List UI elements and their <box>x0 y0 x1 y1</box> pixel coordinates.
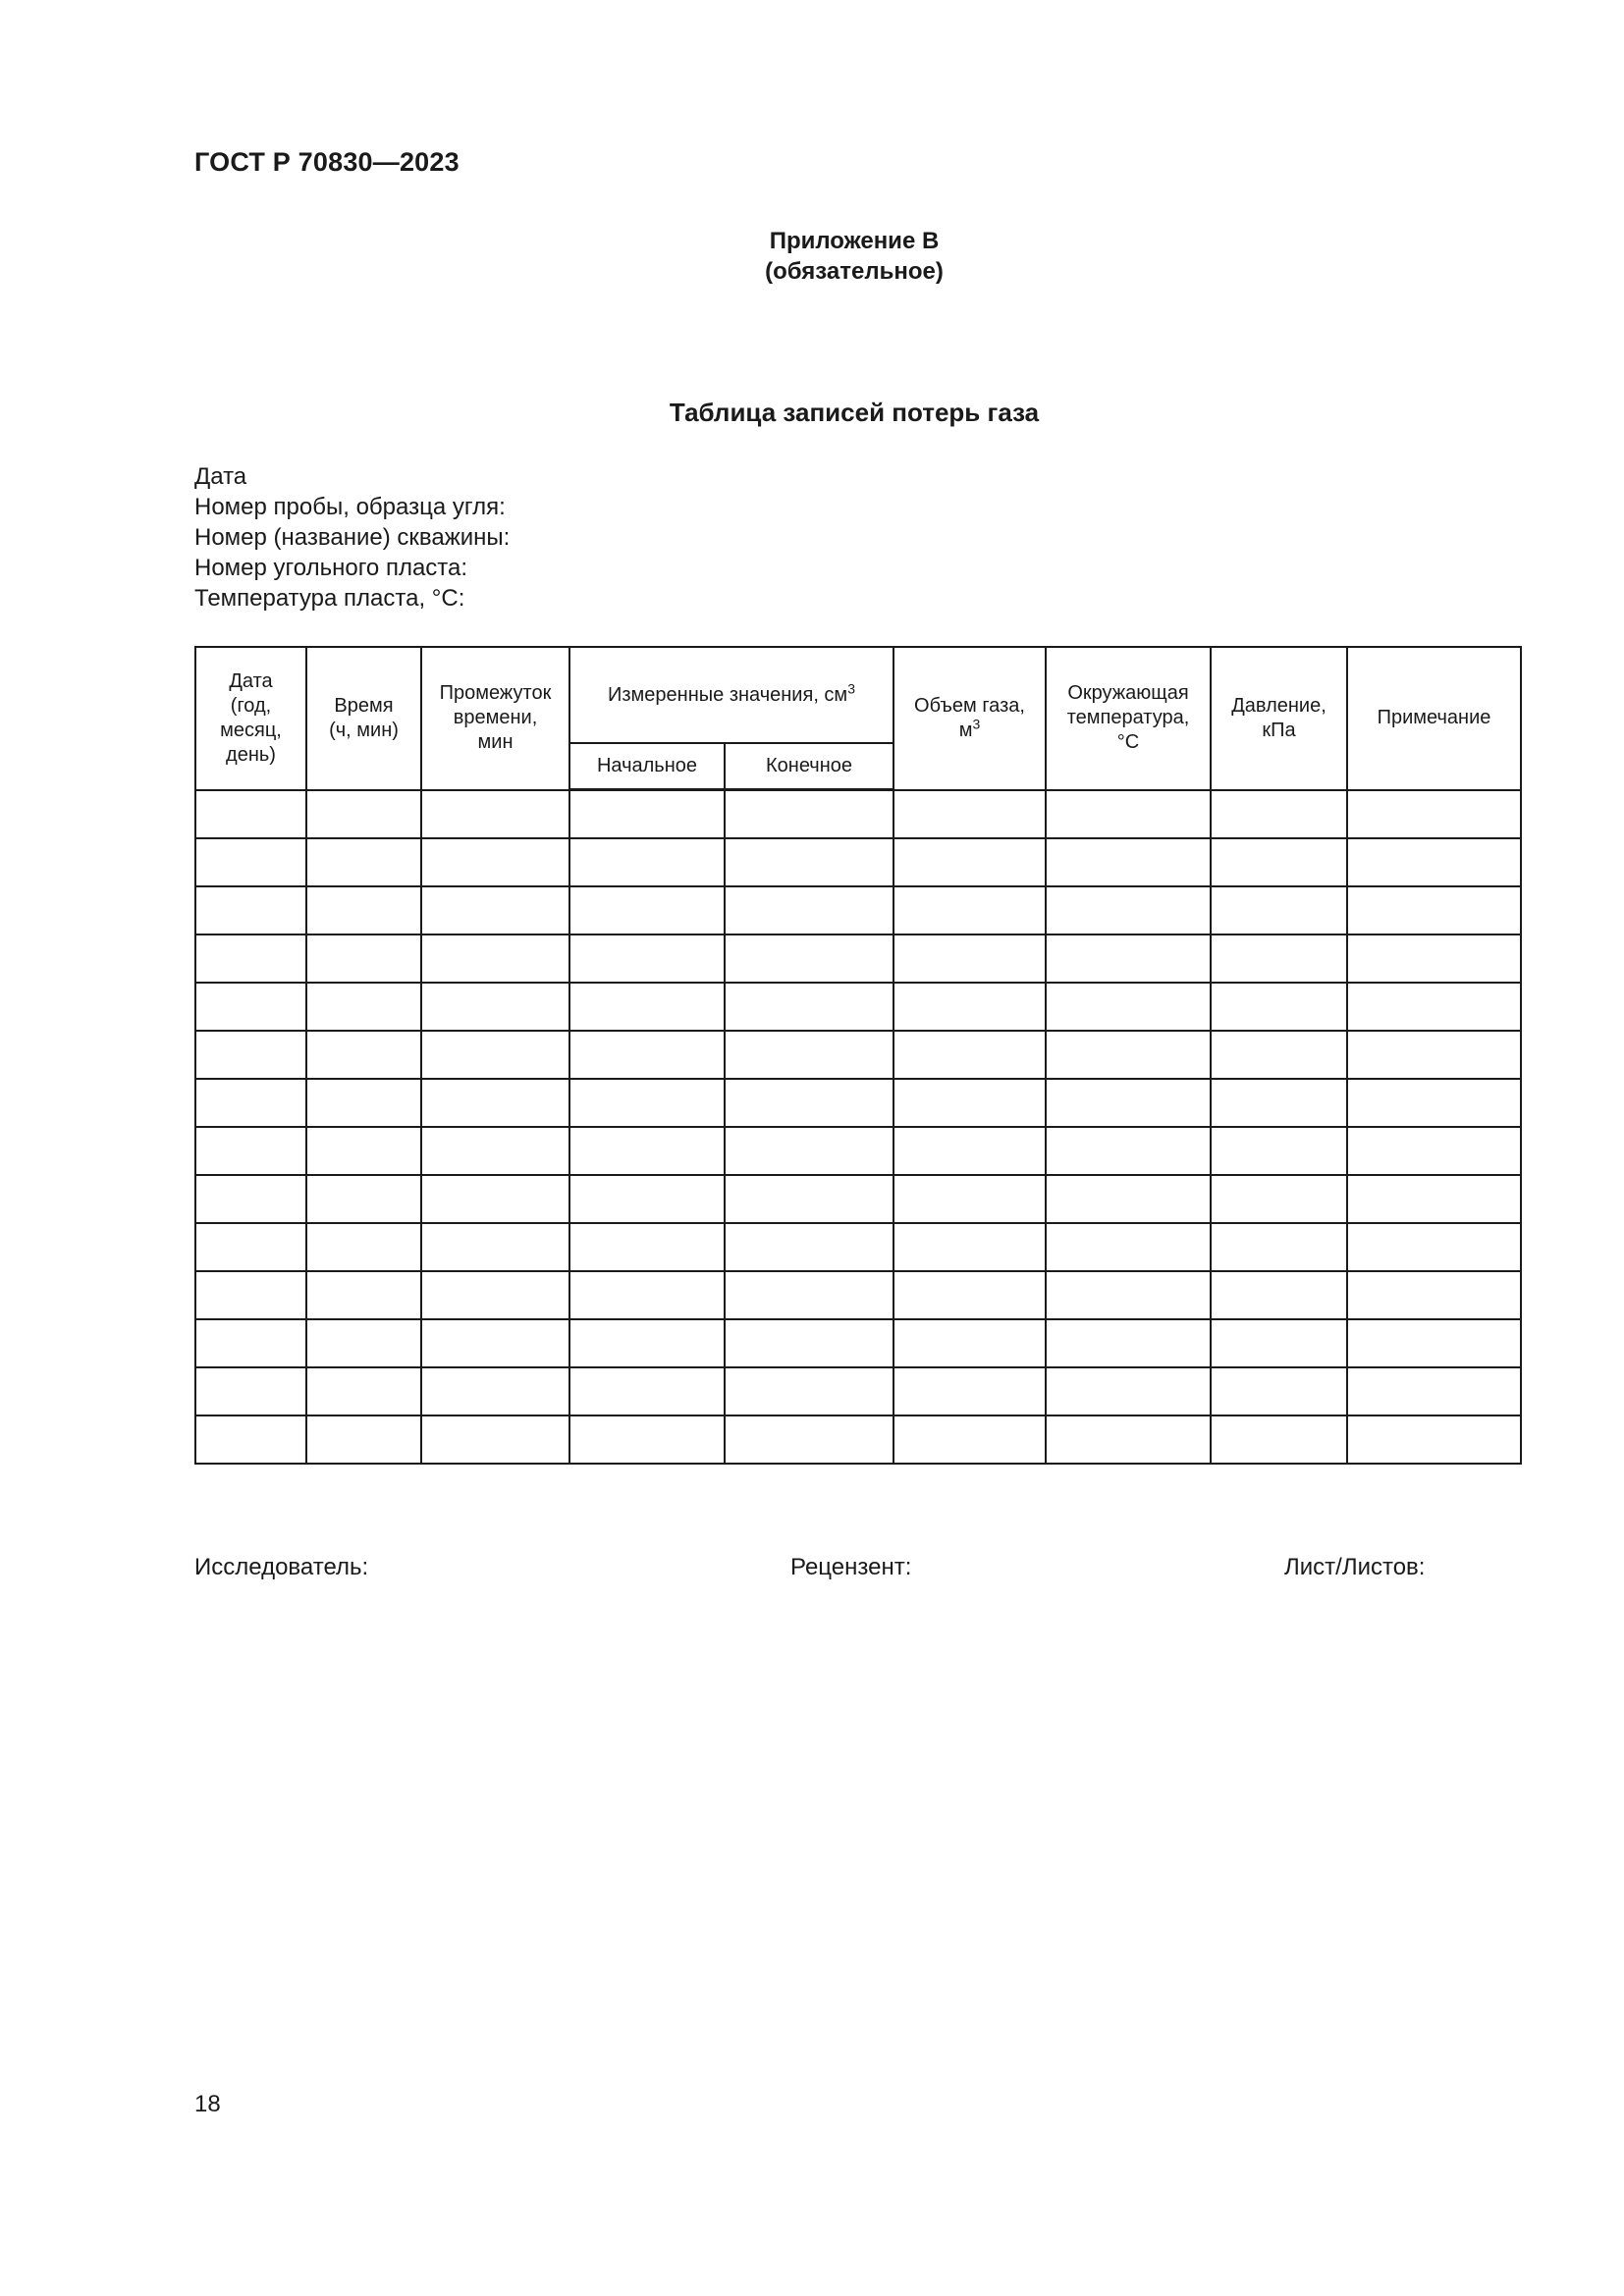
table-cell <box>421 1319 569 1367</box>
table-cell <box>1211 838 1347 886</box>
table-row <box>195 1031 1521 1079</box>
table-row <box>195 1175 1521 1223</box>
table-cell <box>893 1367 1046 1415</box>
table-cell <box>421 1271 569 1319</box>
table-cell <box>421 1223 569 1271</box>
table-title: Таблица записей потерь газа <box>669 398 1040 427</box>
table-cell <box>421 838 569 886</box>
col-header-measured: Измеренные значения, $см^3$ <box>569 647 893 743</box>
table-cell <box>893 790 1046 839</box>
table-cell <box>306 1271 421 1319</box>
table-cell <box>725 1031 893 1079</box>
sheets-label: Лист/Листов: <box>1284 1554 1426 1580</box>
table-cell <box>1211 1415 1347 1464</box>
table-cell <box>893 838 1046 886</box>
table-cell <box>725 1367 893 1415</box>
table-cell <box>421 1367 569 1415</box>
table-cell <box>1211 1319 1347 1367</box>
table-cell <box>569 1415 725 1464</box>
table-cell <box>421 1127 569 1175</box>
table-cell <box>1046 1367 1211 1415</box>
field-well-name: Номер (название) скважины: <box>194 524 511 551</box>
table-cell <box>195 1367 306 1415</box>
table-row <box>195 1319 1521 1367</box>
table-cell <box>1211 1367 1347 1415</box>
table-cell <box>421 1079 569 1127</box>
table-cell <box>421 1175 569 1223</box>
table-cell <box>893 1031 1046 1079</box>
table-cell <box>1347 1031 1521 1079</box>
table-row <box>195 1079 1521 1127</box>
table-cell <box>195 1079 306 1127</box>
table-cell <box>569 983 725 1031</box>
table-row <box>195 934 1521 983</box>
col-header-time: Время (ч, мин) <box>306 647 421 790</box>
table-cell <box>725 790 893 839</box>
table-cell <box>1046 934 1211 983</box>
researcher-label: Исследователь: <box>194 1554 369 1580</box>
table-cell <box>1347 1415 1521 1464</box>
table-cell <box>421 1415 569 1464</box>
table-cell <box>725 1079 893 1127</box>
table-cell <box>725 1319 893 1367</box>
table-cell <box>893 1079 1046 1127</box>
field-seam-temperature: Температура пласта, °С: <box>194 585 465 612</box>
table-row <box>195 886 1521 934</box>
table-cell <box>725 1175 893 1223</box>
table-cell <box>1347 1223 1521 1271</box>
table-cell <box>1211 1271 1347 1319</box>
table-cell <box>195 1319 306 1367</box>
table-cell <box>1046 1415 1211 1464</box>
table-row <box>195 1367 1521 1415</box>
table-row <box>195 1415 1521 1464</box>
table-row <box>195 1271 1521 1319</box>
table-cell <box>1046 983 1211 1031</box>
table-cell <box>195 1127 306 1175</box>
table-cell <box>306 983 421 1031</box>
table-cell <box>306 1223 421 1271</box>
table-cell <box>725 1415 893 1464</box>
table-cell <box>725 1127 893 1175</box>
col-header-ambient-temp: Окружающая температура, °С <box>1046 647 1211 790</box>
table-cell <box>569 838 725 886</box>
table-cell <box>725 838 893 886</box>
table-cell <box>306 1079 421 1127</box>
table-row <box>195 983 1521 1031</box>
table-cell <box>306 838 421 886</box>
table-cell <box>421 1031 569 1079</box>
page-number: 18 <box>194 2091 221 2117</box>
table-cell <box>1211 983 1347 1031</box>
table-cell <box>725 1223 893 1271</box>
table-cell <box>725 886 893 934</box>
table-cell <box>569 1223 725 1271</box>
table-cell <box>1046 838 1211 886</box>
col-header-initial: Начальное <box>569 743 725 790</box>
table-cell <box>306 886 421 934</box>
table-cell <box>195 790 306 839</box>
table-cell <box>569 1175 725 1223</box>
table-cell <box>1046 1079 1211 1127</box>
table-cell <box>1347 1271 1521 1319</box>
appendix-status: (обязательное) <box>765 258 944 285</box>
table-cell <box>1046 1319 1211 1367</box>
table-cell <box>195 886 306 934</box>
table-cell <box>1347 1175 1521 1223</box>
standard-code: ГОСТ Р 70830—2023 <box>194 147 460 177</box>
table-cell <box>1046 1271 1211 1319</box>
col-header-date: Дата (год, месяц, день) <box>195 647 306 790</box>
col-header-gas-volume: Объем газа, $м^3$ <box>893 647 1046 790</box>
table-cell <box>421 886 569 934</box>
table-cell <box>569 1271 725 1319</box>
table-cell <box>569 1367 725 1415</box>
table-cell <box>195 838 306 886</box>
table-cell <box>1211 1223 1347 1271</box>
table-cell <box>569 1319 725 1367</box>
table-row <box>195 838 1521 886</box>
table-cell <box>195 1031 306 1079</box>
table-cell <box>306 1367 421 1415</box>
table-cell <box>306 1031 421 1079</box>
table-row <box>195 790 1521 839</box>
table-cell <box>1046 1127 1211 1175</box>
table-cell <box>1211 886 1347 934</box>
table-cell <box>306 790 421 839</box>
table-cell <box>893 1415 1046 1464</box>
table-cell <box>195 934 306 983</box>
table-cell <box>893 1223 1046 1271</box>
field-date: Дата <box>194 463 247 490</box>
col-header-final: Конечное <box>725 743 893 790</box>
table-cell <box>569 790 725 839</box>
table-cell <box>569 886 725 934</box>
table-cell <box>893 1175 1046 1223</box>
appendix-title: Приложение В <box>769 228 940 254</box>
table-cell <box>195 1271 306 1319</box>
table-cell <box>1347 934 1521 983</box>
reviewer-label: Рецензент: <box>790 1554 912 1580</box>
table-cell <box>421 790 569 839</box>
col-header-interval: Промежуток времени, мин <box>421 647 569 790</box>
table-cell <box>421 983 569 1031</box>
table-cell <box>1347 838 1521 886</box>
table-cell <box>421 934 569 983</box>
table-cell <box>1347 983 1521 1031</box>
table-cell <box>195 1175 306 1223</box>
table-cell <box>1211 1031 1347 1079</box>
table-cell <box>1347 1367 1521 1415</box>
appendix-heading <box>0 226 1624 287</box>
table-cell <box>306 1415 421 1464</box>
table-cell <box>893 886 1046 934</box>
table-cell <box>725 934 893 983</box>
table-cell <box>306 1127 421 1175</box>
table-cell <box>893 1127 1046 1175</box>
table-cell <box>1347 1127 1521 1175</box>
table-cell <box>1046 1175 1211 1223</box>
table-cell <box>569 934 725 983</box>
table-cell <box>1211 1127 1347 1175</box>
table-cell <box>195 983 306 1031</box>
table-cell <box>306 1175 421 1223</box>
table-cell <box>1211 790 1347 839</box>
table-cell <box>569 1079 725 1127</box>
table-cell <box>1046 1031 1211 1079</box>
gas-table-body <box>195 790 1521 1465</box>
sample-fields <box>194 461 510 614</box>
table-cell <box>893 1271 1046 1319</box>
table-cell <box>1211 934 1347 983</box>
col-header-note: Примечание <box>1347 647 1521 790</box>
table-row <box>195 1127 1521 1175</box>
col-header-pressure: Давление, кПа <box>1211 647 1347 790</box>
table-cell <box>1347 790 1521 839</box>
table-cell <box>306 934 421 983</box>
table-cell <box>1347 1079 1521 1127</box>
table-row <box>195 1223 1521 1271</box>
table-cell <box>725 983 893 1031</box>
table-cell <box>306 1319 421 1367</box>
table-cell <box>569 1031 725 1079</box>
table-cell <box>893 983 1046 1031</box>
field-seam-number: Номер угольного пласта: <box>194 555 468 581</box>
table-cell <box>893 1319 1046 1367</box>
table-cell <box>1046 886 1211 934</box>
table-cell <box>1046 790 1211 839</box>
table-cell <box>1347 886 1521 934</box>
table-cell <box>893 934 1046 983</box>
field-sample-number: Номер пробы, образца угля: <box>194 494 506 520</box>
table-cell <box>569 1127 725 1175</box>
table-cell <box>1046 1223 1211 1271</box>
table-cell <box>1211 1079 1347 1127</box>
gas-loss-table <box>194 646 1522 1465</box>
table-cell <box>1347 1319 1521 1367</box>
table-cell <box>725 1271 893 1319</box>
table-cell <box>1211 1175 1347 1223</box>
table-cell <box>195 1223 306 1271</box>
table-cell <box>195 1415 306 1464</box>
